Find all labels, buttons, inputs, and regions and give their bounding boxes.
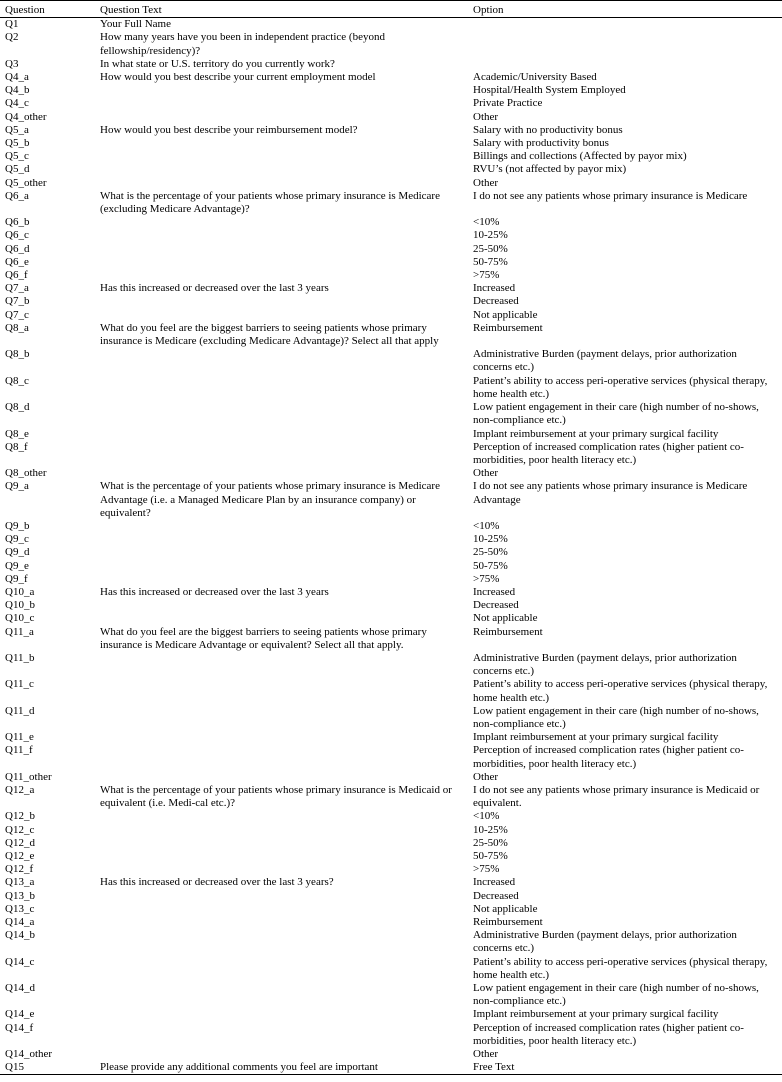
option-cell: 10-25% (473, 823, 508, 836)
option-cell: Implant reimbursement at your primary surgical facility (473, 731, 719, 744)
question-text-cell (95, 375, 468, 401)
option-cell: Increased (473, 876, 516, 889)
table-row (0, 190, 782, 216)
question-id-cell: Q14_e (5, 1008, 35, 1021)
question-id-cell: Q8_other (5, 467, 47, 480)
table-row (0, 111, 782, 124)
table-row (0, 850, 782, 863)
table-row (0, 956, 782, 982)
table-row (0, 401, 782, 427)
option-cell: 10-25% (473, 533, 508, 546)
question-text-cell (95, 269, 468, 282)
question-text-cell (95, 441, 468, 467)
question-id-cell: Q9_c (5, 533, 29, 546)
option-cell: Administrative Burden (payment delays, prior authorization concerns etc.) (473, 929, 737, 955)
option-cell: Low patient engagement in their care (high number of no-shows, non-compliance etc.) (473, 401, 759, 427)
option-cell: I do not see any patients whose primary insurance is Medicare (473, 189, 748, 202)
question-id-cell: Q7_c (5, 308, 29, 321)
question-text-cell (95, 982, 468, 1008)
option-cell: Not applicable (473, 612, 538, 625)
question-text-cell: What is the percentage of your patients whose primary insurance is Medicare Advantage (i.e. a Managed Medicare Plan by an insurance company) or equivalent? (100, 480, 440, 519)
question-id-cell: Q8_c (5, 374, 29, 387)
option-cell: Perception of increased complication rates (higher patient co-morbidities, poor health literacy etc.) (473, 1021, 744, 1047)
question-id-cell: Q5_d (5, 163, 30, 176)
table-row (0, 1008, 782, 1021)
table-row (0, 1048, 782, 1061)
option-cell: 25-50% (473, 546, 508, 559)
question-text-cell (95, 599, 468, 612)
question-id-cell: Q13_a (5, 876, 35, 889)
question-id-cell: Q8_b (5, 348, 30, 361)
question-id-cell: Q12_a (5, 783, 35, 796)
option-cell: Decreased (473, 295, 519, 308)
question-id-cell: Q14_d (5, 982, 35, 995)
question-id-cell: Q12_d (5, 836, 35, 849)
question-id-cell: Q14_other (5, 1048, 53, 1061)
table-row (0, 586, 782, 599)
question-text-cell: Your Full Name (100, 18, 172, 31)
question-id-cell: Q10_c (5, 612, 35, 625)
option-cell: Other (473, 467, 499, 480)
table-row (0, 731, 782, 744)
question-text-cell (95, 956, 468, 982)
option-cell: RVU’s (not affected by payor mix) (473, 163, 627, 176)
option-cell: Salary with no productivity bonus (473, 123, 623, 136)
table-row (0, 982, 782, 1008)
question-text-cell: Has this increased or decreased over the last 3 years (100, 585, 329, 598)
option-cell: 25-50% (473, 836, 508, 849)
question-text-cell (95, 678, 468, 704)
question-text-cell (95, 744, 468, 770)
option-cell: Other (473, 770, 499, 783)
question-id-cell: Q12_f (5, 863, 34, 876)
question-text-cell (95, 309, 468, 322)
question-text-cell (95, 652, 468, 678)
question-id-cell: Q4_other (5, 110, 47, 123)
table-row (0, 58, 782, 71)
option-cell: 10-25% (473, 229, 508, 242)
question-id-cell: Q6_b (5, 216, 30, 229)
table-row (0, 573, 782, 586)
table-row (0, 520, 782, 533)
question-id-cell: Q14_a (5, 916, 35, 929)
question-text-cell: What is the percentage of your patients whose primary insurance is Medicare (excluding Medicare Advantage)? (100, 189, 440, 216)
question-id-cell: Q11_e (5, 731, 34, 744)
table-row (0, 137, 782, 150)
question-text-cell: What is the percentage of your patients whose primary insurance is Medicaid or equivalent (i.e. Medi-cal etc.)? (100, 783, 452, 810)
table-row (0, 31, 782, 57)
question-text-cell (95, 150, 468, 163)
option-cell: <10% (473, 519, 500, 532)
question-id-cell: Q11_b (5, 651, 35, 664)
option-cell: 25-50% (473, 242, 508, 255)
option-cell: Not applicable (473, 308, 538, 321)
question-id-cell: Q9_a (5, 480, 29, 493)
table-row (0, 177, 782, 190)
question-text-cell: What do you feel are the biggest barriers to seeing patients whose primary insurance is Medicare Advantage or equivalent? Select all that apply. (100, 625, 427, 651)
question-text-cell (95, 401, 468, 427)
option-cell: I do not see any patients whose primary insurance is Medicare Advantage (473, 480, 748, 506)
question-text-cell (95, 295, 468, 308)
question-text-cell (95, 573, 468, 586)
question-id-cell: Q1 (5, 18, 19, 31)
header-question-text: Question Text (95, 1, 468, 18)
option-cell: Low patient engagement in their care (high number of no-shows, non-compliance etc.) (473, 704, 759, 730)
question-id-cell: Q6_f (5, 269, 28, 282)
question-id-cell: Q14_f (5, 1021, 34, 1034)
question-text-cell (95, 771, 468, 784)
header-question: Question (0, 1, 95, 18)
option-cell (468, 31, 782, 57)
question-text-cell (95, 111, 468, 124)
question-id-cell: Q8_f (5, 440, 28, 453)
table-row (0, 771, 782, 784)
table-row (0, 929, 782, 955)
option-cell: <10% (473, 216, 500, 229)
question-text-cell (95, 890, 468, 903)
option-cell: >75% (473, 269, 500, 282)
question-id-cell: Q11_c (5, 678, 34, 691)
table-row (0, 824, 782, 837)
question-text-cell: How many years have you been in independent practice (beyond fellowship/residency)? (100, 31, 385, 57)
table-row (0, 163, 782, 176)
table-row (0, 84, 782, 97)
question-text-cell (95, 256, 468, 269)
question-id-cell: Q11_f (5, 744, 33, 757)
question-text-cell (95, 916, 468, 929)
question-id-cell: Q8_e (5, 427, 29, 440)
question-id-cell: Q6_c (5, 229, 29, 242)
question-id-cell: Q4_b (5, 84, 30, 97)
table-body (0, 18, 782, 1075)
table-row (0, 150, 782, 163)
question-text-cell (95, 177, 468, 190)
question-id-cell: Q12_e (5, 850, 35, 862)
question-id-cell: Q9_b (5, 519, 30, 532)
table-row (0, 295, 782, 308)
option-cell: Patient’s ability to access peri-operative services (physical therapy, home health etc.) (473, 374, 768, 400)
option-cell: Reimbursement (473, 916, 543, 929)
question-text-cell (95, 216, 468, 229)
question-text-cell (95, 903, 468, 916)
table-row (0, 441, 782, 467)
question-text-cell (95, 731, 468, 744)
option-cell: Increased (473, 282, 516, 295)
option-cell: Not applicable (473, 902, 538, 915)
option-cell: Patient’s ability to access peri-operative services (physical therapy, home health etc.) (473, 955, 768, 981)
question-text-cell (95, 163, 468, 176)
table-row (0, 229, 782, 242)
question-id-cell: Q6_e (5, 255, 29, 268)
question-text-cell (95, 837, 468, 850)
question-text-cell (95, 137, 468, 150)
question-text-cell (95, 705, 468, 731)
option-cell: Reimbursement (473, 321, 543, 334)
table-row (0, 467, 782, 480)
question-id-cell: Q4_c (5, 97, 29, 110)
question-id-cell: Q10_a (5, 585, 35, 598)
option-cell: Increased (473, 585, 516, 598)
table-row (0, 269, 782, 282)
question-id-cell: Q5_b (5, 137, 30, 150)
question-text-cell: Please provide any additional comments you feel are important (95, 1061, 468, 1075)
question-text-cell (95, 533, 468, 546)
question-text-cell (95, 243, 468, 256)
question-text-cell (95, 612, 468, 625)
table-row (0, 1022, 782, 1048)
question-text-cell (95, 229, 468, 242)
question-id-cell: Q7_a (5, 282, 29, 295)
table-row (0, 309, 782, 322)
option-cell: Salary with productivity bonus (473, 137, 609, 150)
option-cell: I do not see any patients whose primary insurance is Medicaid or equivalent. (473, 783, 760, 810)
question-text-cell (95, 824, 468, 837)
question-id-cell: Q13_c (5, 902, 35, 915)
table-row (0, 784, 782, 810)
table-row (0, 124, 782, 137)
question-id-cell: Q11_a (5, 625, 34, 638)
question-id-cell: Q4_a (5, 71, 29, 84)
table-row (0, 837, 782, 850)
question-text-cell (95, 97, 468, 110)
option-cell: Billings and collections (Affected by payor mix) (473, 150, 687, 163)
table-row (0, 744, 782, 770)
option-cell: Decreased (473, 599, 519, 612)
question-id-cell: Q9_f (5, 572, 28, 585)
option-cell: Low patient engagement in their care (high number of no-shows, non-compliance etc.) (473, 982, 759, 1008)
option-cell: Other (473, 110, 499, 123)
table-row (0, 282, 782, 295)
header-option: Option (468, 1, 782, 18)
question-id-cell: Q12_c (5, 823, 35, 836)
question-text-cell (95, 1022, 468, 1048)
table-row (0, 612, 782, 625)
question-id-cell: Q5_c (5, 150, 29, 163)
table-row (0, 1061, 782, 1075)
question-text-cell (95, 520, 468, 533)
table-row (0, 546, 782, 559)
question-id-cell: Q2 (5, 31, 19, 44)
question-id-cell: Q5_a (5, 123, 29, 136)
table-row (0, 256, 782, 269)
table-row (0, 652, 782, 678)
question-text-cell (95, 850, 468, 863)
option-cell: Academic/University Based (473, 71, 597, 84)
question-id-cell: Q8_d (5, 401, 30, 414)
table-row (0, 599, 782, 612)
question-text-cell (95, 1008, 468, 1021)
option-cell: >75% (473, 572, 500, 585)
question-id-cell: Q12_b (5, 810, 35, 823)
table-row (0, 863, 782, 876)
option-cell: Decreased (473, 889, 519, 902)
question-id-cell: Q11_d (5, 704, 35, 717)
option-cell: 50-75% (473, 255, 508, 268)
question-id-cell: Q8_a (5, 321, 29, 334)
table-row (0, 916, 782, 929)
question-text-cell (95, 1048, 468, 1061)
question-id-cell: Q13_b (5, 889, 35, 902)
question-id-cell: Q6_a (5, 189, 29, 202)
table-row (0, 348, 782, 374)
table-row (0, 678, 782, 704)
option-cell: Administrative Burden (payment delays, prior authorization concerns etc.) (473, 348, 737, 374)
table-row (0, 890, 782, 903)
question-id-cell: Q14_c (5, 955, 35, 968)
table-row (0, 903, 782, 916)
question-text-cell: Has this increased or decreased over the last 3 years (100, 282, 329, 295)
question-text-cell (95, 810, 468, 823)
table-row (0, 876, 782, 889)
question-id-cell: Q5_other (5, 176, 47, 189)
question-text-cell: What do you feel are the biggest barriers to seeing patients whose primary insurance is Medicare (excluding Medicare Advantage)? Select all that apply (100, 321, 439, 348)
table-row (0, 533, 782, 546)
option-cell: Hospital/Health System Employed (473, 84, 626, 97)
option-cell: >75% (473, 863, 500, 876)
option-cell: Free Text (468, 1061, 782, 1075)
question-text-cell: How would you best describe your reimbursement model? (100, 123, 358, 136)
option-cell: Administrative Burden (payment delays, prior authorization concerns etc.) (473, 651, 737, 678)
question-id-cell: Q15 (0, 1061, 95, 1075)
option-cell: 50-75% (473, 850, 508, 862)
question-text-cell (95, 863, 468, 876)
question-text-cell (95, 428, 468, 441)
option-cell: Perception of increased complication rates (higher patient co-morbidities, poor health literacy etc.) (473, 440, 744, 466)
table-row (0, 375, 782, 401)
option-cell: <10% (473, 810, 500, 823)
option-cell: Implant reimbursement at your primary surgical facility (473, 427, 719, 440)
option-cell: Other (473, 176, 499, 189)
table-row (0, 71, 782, 84)
question-id-cell: Q3 (5, 57, 19, 70)
option-cell (468, 58, 782, 71)
question-id-cell: Q11_other (5, 770, 52, 783)
table-row (0, 810, 782, 823)
option-cell: Other (473, 1048, 499, 1061)
question-text-cell: In what state or U.S. territory do you currently work? (100, 57, 335, 70)
question-text-cell (95, 467, 468, 480)
question-text-cell (95, 560, 468, 573)
question-id-cell: Q7_b (5, 295, 30, 308)
table-row (0, 322, 782, 348)
option-cell (468, 18, 782, 32)
table-row (0, 560, 782, 573)
question-text-cell (95, 546, 468, 559)
table-row (0, 18, 782, 32)
question-text-cell: How would you best describe your current employment model (100, 71, 376, 84)
table-row (0, 428, 782, 441)
table-row (0, 97, 782, 110)
question-id-cell: Q6_d (5, 242, 30, 255)
option-cell: Reimbursement (473, 625, 543, 638)
table-row (0, 243, 782, 256)
header-row (0, 1, 782, 18)
table-row (0, 626, 782, 652)
question-id-cell: Q14_b (5, 929, 35, 942)
question-id-cell: Q9_d (5, 546, 30, 559)
table-row (0, 705, 782, 731)
table-row (0, 216, 782, 229)
question-text-cell (95, 929, 468, 955)
table-row (0, 480, 782, 520)
option-cell: Implant reimbursement at your primary surgical facility (473, 1008, 719, 1021)
option-cell: 50-75% (473, 559, 508, 572)
option-cell: Private Practice (473, 97, 543, 110)
question-id-cell: Q10_b (5, 599, 35, 612)
question-text-cell: Has this increased or decreased over the last 3 years? (100, 876, 334, 889)
option-cell: Patient’s ability to access peri-operative services (physical therapy, home health etc.) (473, 678, 768, 704)
table-header (0, 1, 782, 18)
option-cell: Perception of increased complication rates (higher patient co-morbidities, poor health literacy etc.) (473, 744, 744, 770)
question-text-cell (95, 84, 468, 97)
question-id-cell: Q9_e (5, 559, 29, 572)
question-text-cell (95, 348, 468, 374)
